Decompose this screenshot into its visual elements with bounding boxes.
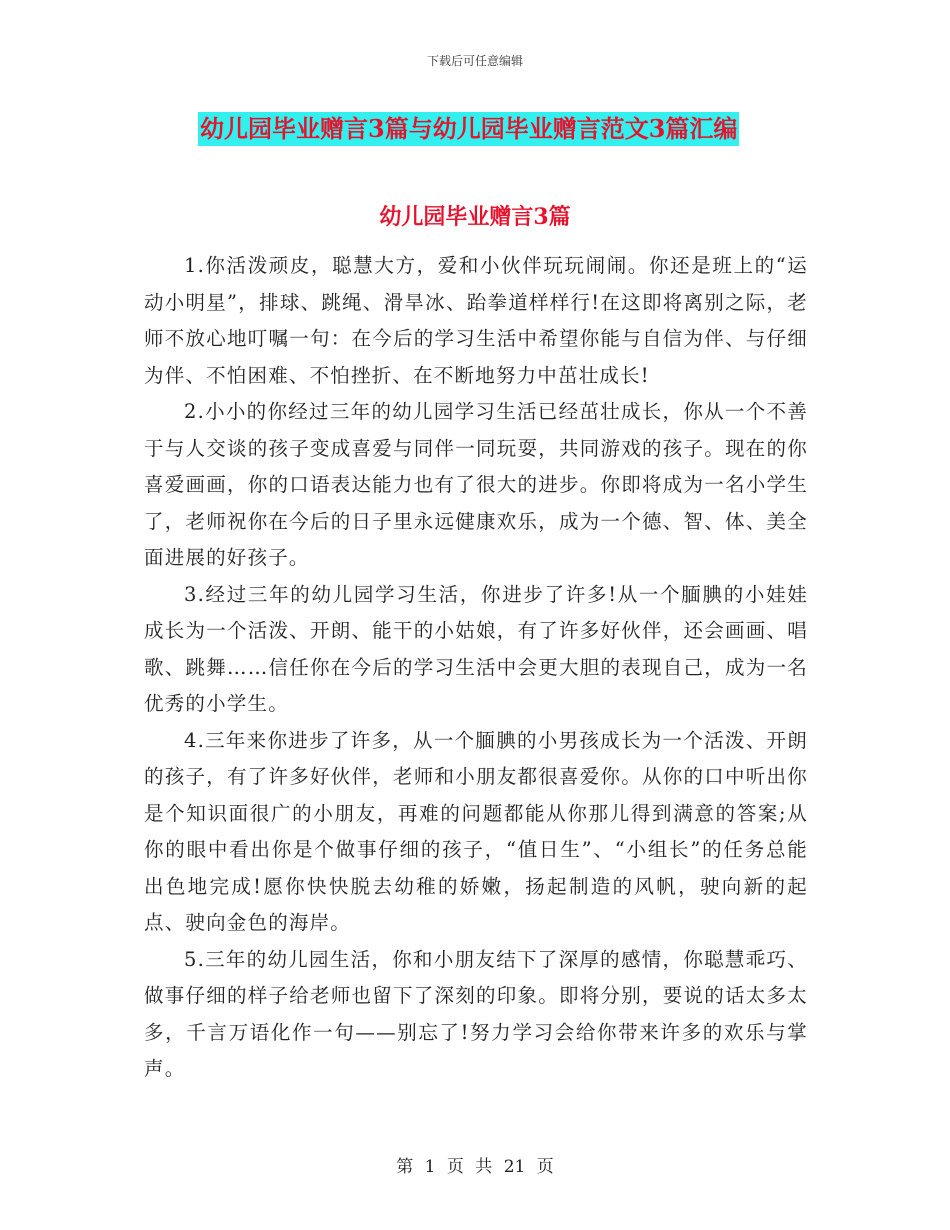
document-title: 幼儿园毕业赠言3篇与幼儿园毕业赠言范文3篇汇编 (198, 112, 739, 146)
section-title: 幼儿园毕业赠言3篇 (379, 204, 571, 230)
paragraph-2: 2.小小的你经过三年的幼儿园学习生活已经茁壮成长，你从一个不善于与人交谈的孩子变成喜爱与同伴一同玩耍，共同游戏的孩子。现在的你喜爱画画，你的口语表达能力也有了很大的进步。你即将成为一名小学生了，老师祝你在今后的日子里永远健康欢乐，成为一个德、智、体、美全面进展的好孩子。 (144, 400, 808, 569)
paragraph-4: 4.三年来你进步了许多，从一个腼腆的小男孩成长为一个活泼、开朗的孩子，有了许多好伙伴，老师和小朋友都很喜爱你。从你的口中听出你是个知识面很广的小朋友，再难的问题都能从你那儿得到满意的答案;从你的眼中看出你是个做事仔细的孩子，“值日生”、“小组长”的任务总能出色地完成!愿你快快脱去幼稚的娇嫩，扬起制造的风帆，驶向新的起点、驶向金色的海岸。 (144, 728, 808, 934)
paragraph-1: 1.你活泼顽皮，聪慧大方，爱和小伙伴玩玩闹闹。你还是班上的“运动小明星”，排球、跳绳、滑旱冰、跆拳道样样行!在这即将离别之际，老师不放心地叮嘱一句：在今后的学习生活中希望你能与自信为伴、与仔细为伴、不怕困难、不怕挫折、在不断地努力中茁壮成长! (144, 254, 808, 387)
body-content (144, 248, 808, 1088)
header-note: 下载后可任意编辑 (426, 54, 523, 68)
page-footer: 第 1 页 共 21 页 (396, 1157, 554, 1177)
paragraph-3: 3.经过三年的幼儿园学习生活，你进步了许多!从一个腼腆的小娃娃成长为一个活泼、开朗、能干的小姑娘，有了许多好伙伴，还会画画、唱歌、跳舞……信任你在今后的学习生活中会更大胆的表现自己，成为一名优秀的小学生。 (144, 582, 808, 715)
paragraph-5: 5.三年的幼儿园生活，你和小朋友结下了深厚的感情，你聪慧乖巧、做事仔细的样子给老师也留下了深刻的印象。即将分别，要说的话太多太多，千言万语化作一句——别忘了!努力学习会给你带来许多的欢乐与掌声。 (144, 947, 808, 1080)
